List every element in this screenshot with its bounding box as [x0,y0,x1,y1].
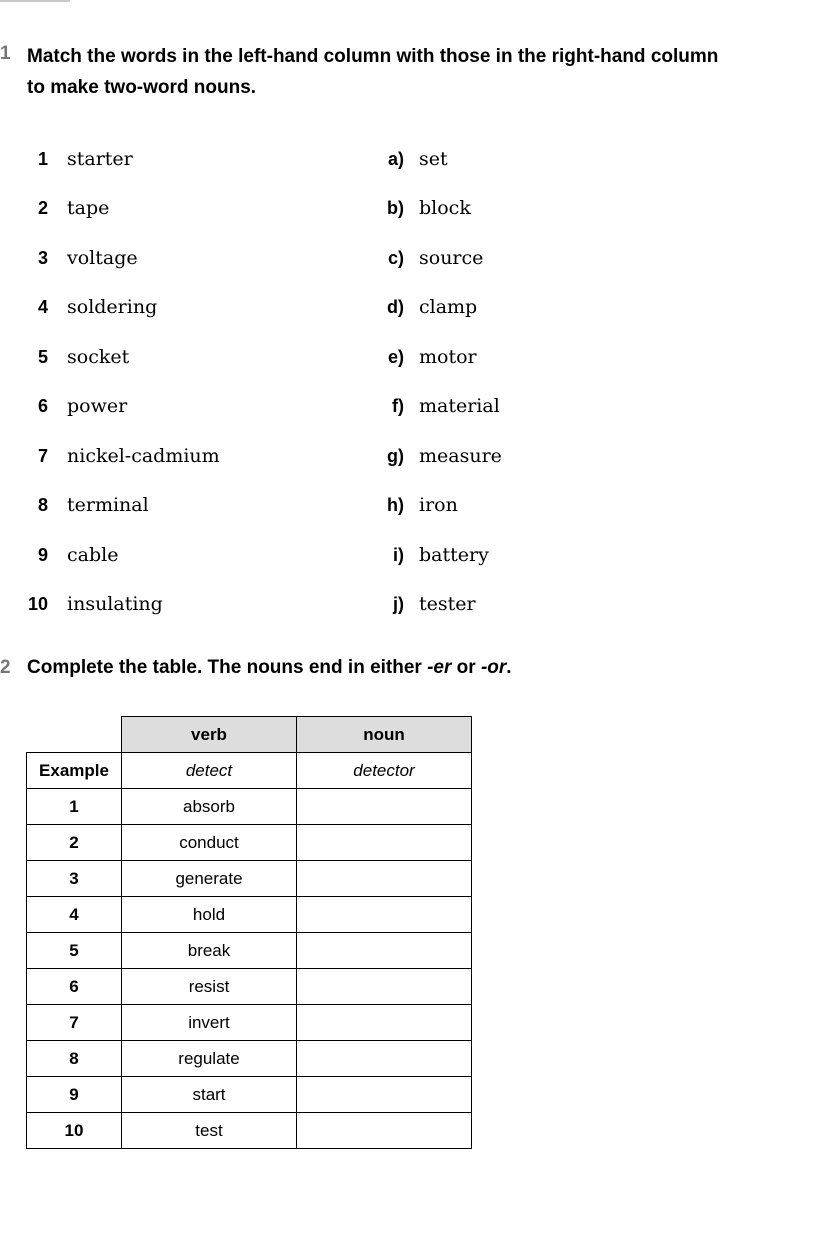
exercise-1-number: 1 [0,43,11,64]
left-item-number: 3 [37,248,48,268]
example-verb: detect [122,753,297,789]
right-item-letter: i) [393,545,404,565]
exercise-1-title-line-2: to make two-word nouns. [27,77,257,98]
left-item-number: 5 [37,347,48,367]
table-row [27,1077,472,1113]
match-row [0,443,816,473]
left-item-word: cable [67,544,119,566]
noun-answer-cell[interactable] [297,1041,472,1077]
row-number: 4 [27,897,122,933]
noun-answer-cell[interactable] [297,825,472,861]
row-verb: invert [122,1005,297,1041]
row-verb: resist [122,969,297,1005]
header-noun: noun [297,717,472,753]
row-verb: test [122,1113,297,1149]
right-item-letter: e) [387,347,404,367]
right-item-letter: a) [387,149,404,169]
match-row [0,245,816,275]
noun-answer-cell[interactable] [297,789,472,825]
match-row [0,492,816,522]
right-item-letter: h) [387,495,404,515]
noun-answer-cell[interactable] [297,933,472,969]
noun-answer-cell[interactable] [297,861,472,897]
row-number: 2 [27,825,122,861]
left-item-number: 8 [37,495,48,515]
match-row [0,344,816,374]
table-corner [27,717,122,753]
table-row [27,897,472,933]
right-item-word: tester [419,593,476,615]
left-item-word: terminal [67,494,149,516]
right-item-letter: g) [387,446,404,466]
noun-answer-cell[interactable] [297,1077,472,1113]
header-verb: verb [122,717,297,753]
left-item-word: insulating [67,593,163,615]
left-item-word: voltage [67,247,138,269]
table-row [27,933,472,969]
ending-or: -or [480,657,507,678]
exercise-2-title [27,652,512,683]
table-header-row [27,717,472,753]
left-item-word: tape [67,197,110,219]
right-item-word: motor [419,346,477,368]
row-verb: break [122,933,297,969]
row-number: 5 [27,933,122,969]
table-row [27,1041,472,1077]
match-row [0,294,816,324]
row-verb: absorb [122,789,297,825]
right-item-letter: j) [393,594,404,614]
table-row [27,861,472,897]
verb-noun-table [26,716,472,1149]
left-item-number: 6 [37,396,48,416]
row-number: 7 [27,1005,122,1041]
exercise-1-title-line-1: Match the words in the left-hand column with those in the right-hand column [27,46,719,67]
table-row-example [27,753,472,789]
left-item-number: 1 [37,149,48,169]
table-row [27,1005,472,1041]
left-item-number: 2 [37,198,48,218]
top-divider [0,0,70,2]
exercise-2-number: 2 [0,657,11,678]
left-item-number: 4 [37,297,48,317]
left-item-word: power [67,395,128,417]
left-item-number: 9 [37,545,48,565]
left-item-word: socket [67,346,130,368]
noun-answer-cell[interactable] [297,969,472,1005]
example-noun: detector [297,753,472,789]
row-verb: conduct [122,825,297,861]
left-item-word: starter [67,148,133,170]
left-item-number: 10 [27,594,48,614]
row-number: 9 [27,1077,122,1113]
noun-answer-cell[interactable] [297,1113,472,1149]
table-row [27,789,472,825]
right-item-word: iron [419,494,458,516]
row-verb: start [122,1077,297,1113]
match-row [0,393,816,423]
right-item-word: source [419,247,484,269]
ending-er: -er [427,657,452,678]
right-item-word: block [419,197,471,219]
right-item-letter: c) [387,248,404,268]
row-number: 10 [27,1113,122,1149]
match-row [0,195,816,225]
right-item-word: battery [419,544,489,566]
right-item-word: measure [419,445,502,467]
exercise-2-title-text: Complete the table. The nouns end in either [27,657,428,678]
match-row [0,542,816,572]
left-item-word: nickel-cadmium [67,445,220,467]
example-label: Example [27,753,122,789]
right-item-word: set [419,148,448,170]
left-item-word: soldering [67,296,158,318]
right-item-word: material [419,395,500,417]
exercise-2-title-or: or [451,657,481,678]
row-number: 6 [27,969,122,1005]
right-item-letter: f) [392,396,404,416]
exercise-1-title [27,41,718,103]
row-verb: regulate [122,1041,297,1077]
noun-answer-cell[interactable] [297,1005,472,1041]
right-item-letter: b) [387,198,404,218]
row-number: 8 [27,1041,122,1077]
row-number: 3 [27,861,122,897]
row-verb: generate [122,861,297,897]
match-row [0,591,816,621]
right-item-letter: d) [387,297,404,317]
table-row [27,969,472,1005]
table-row [27,1113,472,1149]
noun-answer-cell[interactable] [297,897,472,933]
table-row [27,825,472,861]
row-verb: hold [122,897,297,933]
exercise-2-title-period: . [506,657,512,678]
match-row [0,146,816,176]
left-item-number: 7 [37,446,48,466]
right-item-word: clamp [419,296,478,318]
row-number: 1 [27,789,122,825]
